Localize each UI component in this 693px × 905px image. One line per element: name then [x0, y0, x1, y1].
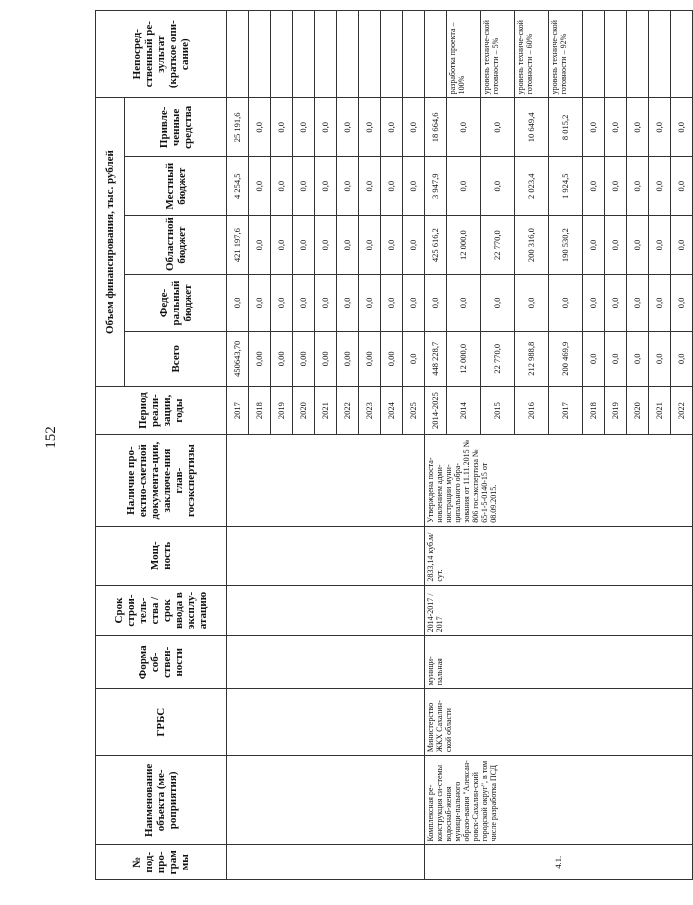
- result-cell: уровень техниче-ской готовности – 60%: [515, 11, 549, 98]
- regional-cell: 425 616,2: [425, 216, 447, 275]
- local-cell: 1 924,5: [549, 157, 583, 216]
- regional-cell: 0,0: [337, 216, 359, 275]
- result-cell: [337, 11, 359, 98]
- federal-cell: 0,0: [403, 275, 425, 332]
- result-cell: уровень техниче-ской готовности – 92%: [549, 11, 583, 98]
- local-cell: 0,0: [337, 157, 359, 216]
- local-cell: 2 023,4: [515, 157, 549, 216]
- result-cell: разработка проекта – 100%: [447, 11, 481, 98]
- attracted-cell: 0,0: [649, 98, 671, 157]
- table-row: [227, 11, 249, 880]
- regional-cell: 0,0: [293, 216, 315, 275]
- result-cell: [627, 11, 649, 98]
- regional-cell: 0,0: [381, 216, 403, 275]
- blank-cell: [227, 636, 425, 689]
- attracted-cell: 0,0: [359, 98, 381, 157]
- attracted-cell: 0,0: [337, 98, 359, 157]
- period-cell: 2020: [293, 386, 315, 435]
- total-cell: 0,0: [649, 331, 671, 386]
- total-cell: 450643,70: [227, 331, 249, 386]
- header-term: Срок строи-тель-ства / срок ввода в эксплу-атацию: [96, 585, 227, 636]
- blank-cell: [227, 756, 425, 845]
- attracted-cell: 0,0: [671, 98, 693, 157]
- federal-cell: 0,0: [381, 275, 403, 332]
- total-cell: 0,0: [627, 331, 649, 386]
- federal-cell: 0,0: [271, 275, 293, 332]
- result-cell: уровень техниче-ской готовности – 5%: [481, 11, 515, 98]
- result-cell: [583, 11, 605, 98]
- federal-cell: 0,0: [315, 275, 337, 332]
- item-name: Комплексная ре-конструкция си-стемы водоснаб-жения муници-пального образо-вания "Алексан-ровск-Сахалин-ский городской округ", в том числе разработка ПСД: [425, 756, 693, 845]
- local-cell: 0,0: [481, 157, 515, 216]
- header-result: Непосред-ственный ре-зультат (краткое опи-сание): [96, 11, 227, 98]
- federal-cell: 0,0: [337, 275, 359, 332]
- period-cell: 2014: [447, 386, 481, 435]
- regional-cell: 0,0: [271, 216, 293, 275]
- federal-cell: 0,0: [293, 275, 315, 332]
- attracted-cell: 0,0: [605, 98, 627, 157]
- result-cell: [271, 11, 293, 98]
- result-cell: [403, 11, 425, 98]
- total-cell: 212 988,8: [515, 331, 549, 386]
- period-cell: 2022: [337, 386, 359, 435]
- result-cell: [671, 11, 693, 98]
- regional-cell: 0,0: [359, 216, 381, 275]
- local-cell: 0,0: [583, 157, 605, 216]
- local-cell: 4 254,5: [227, 157, 249, 216]
- total-cell: 0,00: [315, 331, 337, 386]
- header-period: Период реали-зации, годы: [96, 386, 227, 435]
- header-psd: Наличие про-ектно-сметной документа-ции, заключе-ния глав-госэкспертизы: [96, 435, 227, 526]
- attracted-cell: 0,0: [627, 98, 649, 157]
- attracted-cell: 0,0: [381, 98, 403, 157]
- local-cell: 0,0: [649, 157, 671, 216]
- header-num: № под-про-грам мы: [96, 845, 227, 880]
- total-cell: 200 469,9: [549, 331, 583, 386]
- period-cell: 2022: [671, 386, 693, 435]
- period-cell: 2019: [271, 386, 293, 435]
- period-cell: 2016: [515, 386, 549, 435]
- federal-cell: 0,0: [481, 275, 515, 332]
- regional-cell: 0,0: [605, 216, 627, 275]
- federal-cell: 0,0: [671, 275, 693, 332]
- total-cell: 22 770,0: [481, 331, 515, 386]
- header-regional: Областной бюджет: [125, 216, 227, 275]
- item-term: 2014-2017 / 2017: [425, 585, 693, 636]
- local-cell: 0,0: [249, 157, 271, 216]
- header-funding: Объем финансирования, тыс. рублей: [96, 98, 125, 386]
- total-cell: 0,00: [337, 331, 359, 386]
- local-cell: 3 947,9: [425, 157, 447, 216]
- period-cell: 2021: [315, 386, 337, 435]
- blank-cell: [227, 845, 425, 880]
- attracted-cell: 0,0: [481, 98, 515, 157]
- federal-cell: 0,0: [583, 275, 605, 332]
- result-cell: [649, 11, 671, 98]
- header-local: Местный бюджет: [125, 157, 227, 216]
- federal-cell: 0,0: [649, 275, 671, 332]
- regional-cell: 0,0: [671, 216, 693, 275]
- local-cell: 0,0: [293, 157, 315, 216]
- federal-cell: 0,0: [249, 275, 271, 332]
- total-cell: 0,00: [293, 331, 315, 386]
- period-cell: 2023: [359, 386, 381, 435]
- result-cell: [425, 11, 447, 98]
- header-name: Наименование объекта (ме-роприятия): [96, 756, 227, 845]
- total-cell: 0,0: [583, 331, 605, 386]
- header-capacity: Мощ-ность: [96, 526, 227, 585]
- regional-cell: 190 530,2: [549, 216, 583, 275]
- local-cell: 0,0: [627, 157, 649, 216]
- attracted-cell: 0,0: [583, 98, 605, 157]
- result-cell: [227, 11, 249, 98]
- header-attracted: Привле-ченные средства: [125, 98, 227, 157]
- blank-cell: [227, 585, 425, 636]
- header-grbs: ГРБС: [96, 689, 227, 756]
- blank-cell: [227, 435, 425, 526]
- total-cell: 0,00: [359, 331, 381, 386]
- attracted-cell: 0,0: [293, 98, 315, 157]
- total-cell: 0,00: [381, 331, 403, 386]
- local-cell: 0,0: [271, 157, 293, 216]
- result-cell: [359, 11, 381, 98]
- period-cell: 2020: [627, 386, 649, 435]
- local-cell: 0,0: [605, 157, 627, 216]
- item-ownership: муници-пальная: [425, 636, 693, 689]
- local-cell: 0,0: [403, 157, 425, 216]
- item-capacity: 2833,14 куб.м/сут.: [425, 526, 693, 585]
- attracted-cell: 0,0: [315, 98, 337, 157]
- regional-cell: 22 770,0: [481, 216, 515, 275]
- header-total: Всего: [125, 331, 227, 386]
- federal-cell: 0,0: [605, 275, 627, 332]
- federal-cell: 0,0: [627, 275, 649, 332]
- total-cell: 0,0: [403, 331, 425, 386]
- result-cell: [249, 11, 271, 98]
- local-cell: 0,0: [359, 157, 381, 216]
- page-number: 152: [42, 426, 59, 449]
- regional-cell: 0,0: [649, 216, 671, 275]
- regional-cell: 0,0: [627, 216, 649, 275]
- attracted-cell: 0,0: [271, 98, 293, 157]
- period-cell: 2015: [481, 386, 515, 435]
- local-cell: 0,0: [315, 157, 337, 216]
- total-cell: 0,00: [271, 331, 293, 386]
- total-cell: 12 000,0: [447, 331, 481, 386]
- federal-cell: 0,0: [359, 275, 381, 332]
- rotated-table-container: [95, 10, 686, 880]
- period-cell: 2021: [649, 386, 671, 435]
- attracted-cell: 0,0: [403, 98, 425, 157]
- attracted-cell: 8 015,2: [549, 98, 583, 157]
- period-cell: 2017: [549, 386, 583, 435]
- total-cell: 448 228,7: [425, 331, 447, 386]
- total-cell: 0,00: [249, 331, 271, 386]
- period-cell: 2018: [249, 386, 271, 435]
- item-grbs: Министерство ЖКХ Сахалин-ской области: [425, 689, 693, 756]
- attracted-cell: 0,0: [249, 98, 271, 157]
- federal-cell: 0,0: [515, 275, 549, 332]
- local-cell: 0,0: [671, 157, 693, 216]
- attracted-cell: 25 191,6: [227, 98, 249, 157]
- result-cell: [381, 11, 403, 98]
- header-ownership: Форма соб-ствен-ности: [96, 636, 227, 689]
- federal-cell: 0,0: [425, 275, 447, 332]
- regional-cell: 0,0: [583, 216, 605, 275]
- item-number: 4.1.: [425, 845, 693, 880]
- attracted-cell: 0,0: [447, 98, 481, 157]
- result-cell: [293, 11, 315, 98]
- table-row: [425, 11, 447, 880]
- federal-cell: 0,0: [549, 275, 583, 332]
- regional-cell: 0,0: [249, 216, 271, 275]
- regional-cell: 0,0: [315, 216, 337, 275]
- regional-cell: 200 316,0: [515, 216, 549, 275]
- period-cell: 2018: [583, 386, 605, 435]
- result-cell: [315, 11, 337, 98]
- result-cell: [605, 11, 627, 98]
- federal-cell: 0,0: [447, 275, 481, 332]
- header-federal: Феде-ральный бюджет: [125, 275, 227, 332]
- attracted-cell: 18 664,6: [425, 98, 447, 157]
- regional-cell: 0,0: [403, 216, 425, 275]
- total-cell: 0,0: [671, 331, 693, 386]
- period-cell: 2019: [605, 386, 627, 435]
- period-cell: 2017: [227, 386, 249, 435]
- regional-cell: 12 000,0: [447, 216, 481, 275]
- local-cell: 0,0: [381, 157, 403, 216]
- funding-table: [95, 10, 693, 880]
- table-body: [227, 11, 693, 880]
- regional-cell: 421 197,6: [227, 216, 249, 275]
- local-cell: 0,0: [447, 157, 481, 216]
- blank-cell: [227, 689, 425, 756]
- total-cell: 0,0: [605, 331, 627, 386]
- period-cell: 2025: [403, 386, 425, 435]
- blank-cell: [227, 526, 425, 585]
- federal-cell: 0,0: [227, 275, 249, 332]
- period-cell: 2024: [381, 386, 403, 435]
- attracted-cell: 10 649,4: [515, 98, 549, 157]
- item-psd: Утверждена поста-новлением адми-нистрации муни-ципального обра-зования от 11.11.2015 № 806 гос.экспертиза № 65-1-5-0140-15 от 08.09.2015.: [425, 435, 693, 526]
- period-cell: 2014-2025: [425, 386, 447, 435]
